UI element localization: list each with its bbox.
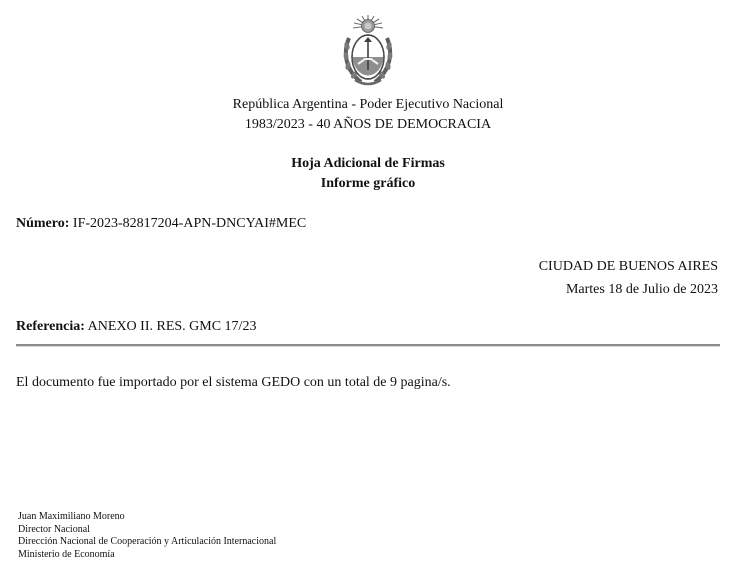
- header-motto: 1983/2023 - 40 AÑOS DE DEMOCRACIA: [244, 117, 492, 132]
- body-text: El documento fue importado por el sistema GEDO con un total de 9 pagina/s.: [16, 375, 451, 390]
- signer-name: Juan Maximiliano Moreno: [18, 511, 125, 522]
- referencia-label: Referencia:: [16, 319, 85, 334]
- referencia-field: [16, 318, 256, 336]
- numero-field: [16, 215, 306, 233]
- city: CIUDAD DE BUENOS AIRES: [538, 259, 718, 274]
- numero-label: Número:: [16, 216, 70, 231]
- divider: [16, 344, 720, 347]
- document-date: Martes 18 de Julio de 2023: [565, 282, 718, 297]
- signer-ministry: Ministerio de Economía: [18, 548, 115, 560]
- document-title: Hoja Adicional de Firmas: [291, 156, 445, 171]
- referencia-value: ANEXO II. RES. GMC 17/23: [87, 319, 257, 334]
- signer-office: Dirección Nacional de Cooperación y Articulación Internacional: [18, 536, 277, 548]
- header-institution: República Argentina - Poder Ejecutivo Nacional: [232, 97, 504, 112]
- numero-value: IF-2023-82817204-APN-DNCYAI#MEC: [72, 216, 307, 231]
- document-subtitle: Informe gráfico: [320, 176, 416, 191]
- signer-position: Director Nacional: [18, 523, 90, 535]
- signature-block: [18, 511, 276, 561]
- argentina-coat-of-arms-icon: [339, 12, 397, 90]
